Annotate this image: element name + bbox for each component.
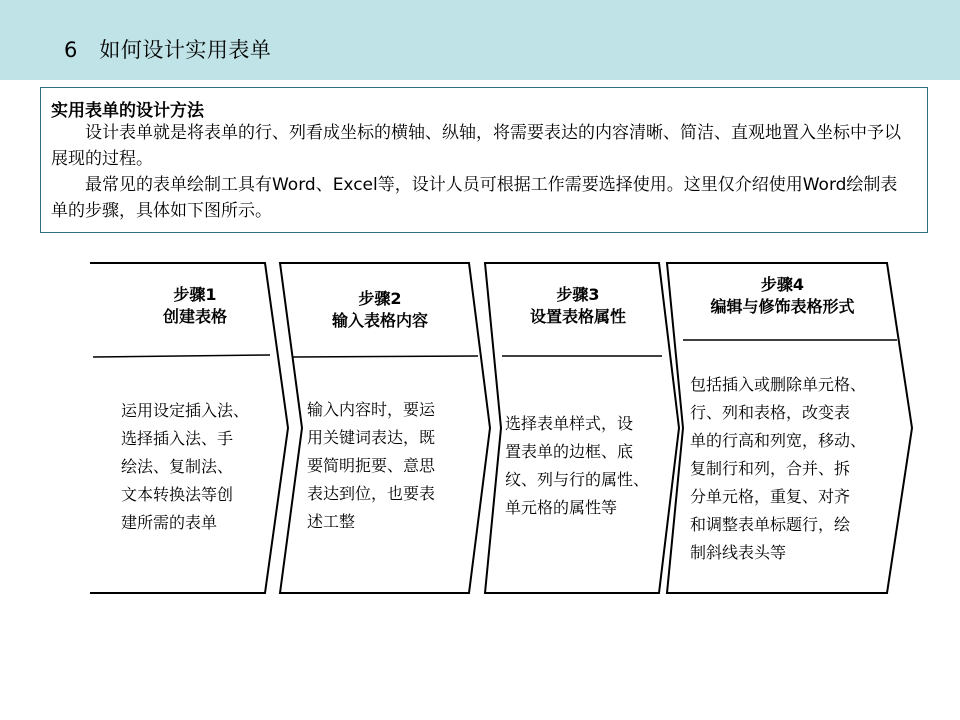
step3-body <box>505 410 675 522</box>
step-body-line: 行、列和表格，改变表 <box>690 403 851 422</box>
step-body-line: 分单元格，重复、对齐 <box>690 487 851 506</box>
step-body-line: 表达到位，也要表 <box>307 484 436 503</box>
step-body-line: 选择表单样式，设 <box>505 414 634 433</box>
intro-paragraph-2: 最常见的表单绘制工具有Word、Excel等，设计人员可根据工作需要选择使用。这里仅介绍使用Word绘制表单的步骤，具体如下图所示。 <box>51 175 898 221</box>
step-body-line: 绘法、复制法、 <box>121 457 234 476</box>
step2-divider <box>293 356 478 357</box>
step4-label: 步骤4 <box>760 275 805 294</box>
step3-name: 设置表格属性 <box>529 307 626 326</box>
step2-body <box>307 396 472 536</box>
step-body-line: 制斜线表头等 <box>690 543 787 562</box>
step-body-line: 单的行高和列宽，移动、 <box>690 431 867 450</box>
step4-body <box>690 371 905 567</box>
step1-label: 步骤1 <box>173 285 217 304</box>
step-body-line: 单元格的属性等 <box>505 498 618 517</box>
step-body-line: 置表单的边框、底 <box>505 442 634 461</box>
step-body-line: 运用设定插入法、 <box>121 401 250 420</box>
step3-title <box>500 284 656 328</box>
step-body-line: 输入内容时，要运 <box>307 400 436 419</box>
step-body-line: 用关键词表达，既 <box>307 428 436 447</box>
step-body-line: 纹、列与行的属性、 <box>505 470 650 489</box>
step1-divider <box>93 355 270 357</box>
step1-title <box>110 284 280 328</box>
step1-body <box>121 397 281 537</box>
step-body-line: 复制行和列，合并、拆 <box>690 459 851 478</box>
step-body-line: 选择插入法、手 <box>121 429 234 448</box>
intro-heading: 实用表单的设计方法 <box>51 101 204 121</box>
step2-title <box>300 288 460 332</box>
step2-name: 输入表格内容 <box>331 311 428 330</box>
step3-label: 步骤3 <box>556 285 600 304</box>
step-body-line: 要简明扼要、意思 <box>307 456 436 475</box>
step-body-line: 建所需的表单 <box>121 513 218 532</box>
page-title: 6 如何设计实用表单 <box>64 38 272 62</box>
step4-title <box>690 274 875 318</box>
step-body-line: 述工整 <box>307 512 356 531</box>
step2-label: 步骤2 <box>358 289 402 308</box>
intro-paragraph-1: 设计表单就是将表单的行、列看成坐标的横轴、纵轴，将需要表达的内容清晰、简洁、直观地置入坐标中予以展现的过程。 <box>51 123 901 169</box>
step-body-line: 包括插入或删除单元格、 <box>690 375 867 394</box>
step1-name: 创建表格 <box>162 307 227 326</box>
step-body-line: 和调整表单标题行，绘 <box>690 515 851 534</box>
step-body-line: 文本转换法等创 <box>121 485 234 504</box>
step4-name: 编辑与修饰表格形式 <box>710 297 855 316</box>
